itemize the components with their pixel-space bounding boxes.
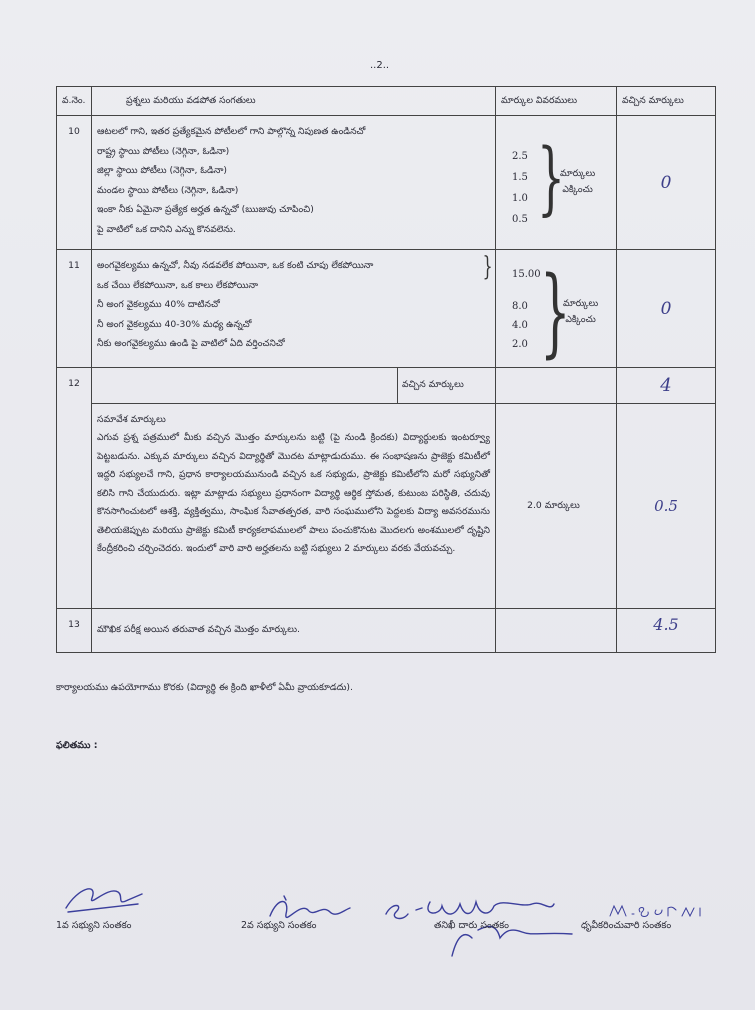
brace-icon: } [483,252,493,282]
row-10-obtained: 0 [617,116,716,250]
mark-value: 1.5 [512,172,528,183]
table-row-12 [57,404,716,609]
page-number: ..2.. [370,60,390,71]
text-line: నీ అంగ వైకల్యము 40% దాటినచో [97,299,220,310]
row-12-text [92,404,496,609]
header-questions: ప్రశ్నలు మరియు వడపోత సంగతులు [92,87,496,116]
row-12-marks: 2.0 మార్కులు [496,404,617,609]
mark-value: 2.0 [512,339,528,350]
mark-value: 15.00 [512,269,541,280]
result-label: ఫలితము : [56,740,98,751]
row-11-marks [496,250,617,368]
subtotal-marks-blank [496,368,617,404]
marks-label [560,166,595,198]
table-header-row [57,87,716,116]
row-10-marks [496,116,617,250]
mark-value: 2.5 [512,151,528,162]
row-number: 12 [57,368,92,609]
mark-value: 1.0 [512,193,528,204]
row-11-text [92,250,496,368]
row-13-obtained: 4.5 [617,609,716,653]
table-row-10 [57,116,716,250]
text-line: మండల స్థాయి పోటీలు (నెగ్గినా, ఓడినా) [97,184,239,196]
subtotal-value: 4 [617,368,716,404]
table-row-subtotal [57,368,716,404]
row-12-title: సమావేశ మార్కులు [97,414,166,425]
mark-value: 4.0 [512,320,528,331]
marks-list [512,264,541,354]
marks-list [512,146,528,230]
row-13-text: మౌఖిక పరీక్ష అయిన తరువాత వచ్చిన మొత్తం మార్కులు. [92,609,496,653]
signature-label-inspector: తనిఖీ దారు సంతకం [434,920,510,931]
mark-value: 8.0 [512,301,528,312]
marks-label [563,296,598,328]
marks-label-line: మార్కులు [560,168,596,179]
brace-icon: } [540,256,571,368]
brace-icon: } [537,131,565,224]
text-line: ఒక చేయి లేకపోయినా, ఒక కాలు లేకపోయినా [97,279,259,291]
signature-label-member-2: 2వ సభ్యుని సంతకం [241,920,317,931]
header-marks-obtained: వచ్చిన మార్కులు [617,87,716,116]
text-line: రాష్ట్ర స్థాయి పోటీలు (నెగ్గినా, ఓడినా) [97,145,230,157]
signature-scribble-1 [58,878,148,918]
text-line: పై వాటిలో ఒక దానిని ఎన్ను కొనవలెను. [97,223,236,235]
signature-label-member-1: 1వ సభ్యుని సంతకం [56,920,132,931]
row-12-paragraph: ఎగువ ప్రశ్న పత్రములో మీకు వచ్చిన మొత్తం మార్కులను బట్టి (పై నుండి క్రిందకు) విద్యార్థులకు ఇంటర్వ్యూ పెట్టబడును. ఎక్కువ మార్కులు వచ్చిన విద్యార్థితో మొదట మాట్లాడుదుము. ఈ సంభాషణను ప్రాజెక్టు కమిటీలో ఇద్దరి సభ్యులచే గాని, ప్రధాన కార్యాలయమునుండి వచ్చిన ఒక సభ్యుడు, ప్రాజెక్టు కమిటీలోని మరో సభ్యునితో కలిసి గాని చేయుదురు. ఇట్లా మాట్లాడు సభ్యులు ప్రధానంగా విద్యార్థి ఆర్థిక స్తోమత, కుటుంబ పరిస్థితి, చదువు కొనసాగించుటలో ఆశక్తి, వ్యక్తిత్వము, సాంఘిక సేవాతత్పరత, వారి సంఘములోని పెద్దలకు విద్యా అవసరమును తెలియజెప్పుట మరియు ప్రాజెక్టు కమిటీ కార్యకలాపములలో పాలు పంచుకొనుట మొదలగు అంశములలో దృష్టిని కేంద్రీకరించి చర్చించెదరు. ఇందులో వారి వారి అర్హతలను బట్టి సభ్యులు 2 మార్కులు వరకు వేయవచ్చు. [97,432,490,554]
text-line: అంగవైకల్యము ఉన్నచో, నీవు నడవలేక పోయినా, ఒక కంటి చూపు లేకపోయినా [97,260,374,271]
table-row-11 [57,250,716,368]
marks-table [56,86,716,653]
text-line: నీకు అంగవైకల్యము ఉండి పై వాటిలో ఏది వర్తించనిచో [97,338,285,349]
text-line: నీ అంగ వైకల్యము 40-30% మధ్య ఉన్నచో [97,318,252,330]
marks-label-line: మార్కులు [563,298,599,309]
text-line: జిల్లా స్థాయి పోటీలు (నెగ్గినా, ఓడినా) [97,165,227,176]
row-number: 13 [57,609,92,653]
signature-label-certifier: ధృవీకరించువారి సంతకం [581,920,672,931]
table-row-13 [57,609,716,653]
header-sno: వ.నెం. [57,87,92,116]
subtotal-label: వచ్చిన మార్కులు [397,368,495,403]
row-10-text [92,116,496,250]
row-11-obtained: 0 [617,250,716,368]
row-13-marks-blank [496,609,617,653]
marks-label-line: ఎక్కించు [565,314,596,325]
mark-value: 0.5 [512,214,528,225]
row-number: 11 [57,250,92,368]
subtotal-cell [92,368,496,404]
text-line: ఇంకా నీకు ఏమైనా ప్రత్యేక అర్హత ఉన్నచో (ఋజువు చూపించి) [97,204,314,215]
marks-label-line: ఎక్కించు [562,184,593,195]
office-use-note: కార్యాలయము ఉపయోగాము కొరకు (విద్యార్థి ఈ క్రింది ఖాళీలో ఏమీ వ్రాయకూడదు). [56,682,353,693]
row-number: 10 [57,116,92,250]
row-12-obtained: 0.5 [617,404,716,609]
text-line: ఆటలలో గాని, ఇతర ప్రత్యేకమైన పోటీలలో గాని పాల్గొన్న నిపుణత ఉండినచో [97,126,366,137]
header-marks-details: మార్కుల వివరములు [496,87,617,116]
